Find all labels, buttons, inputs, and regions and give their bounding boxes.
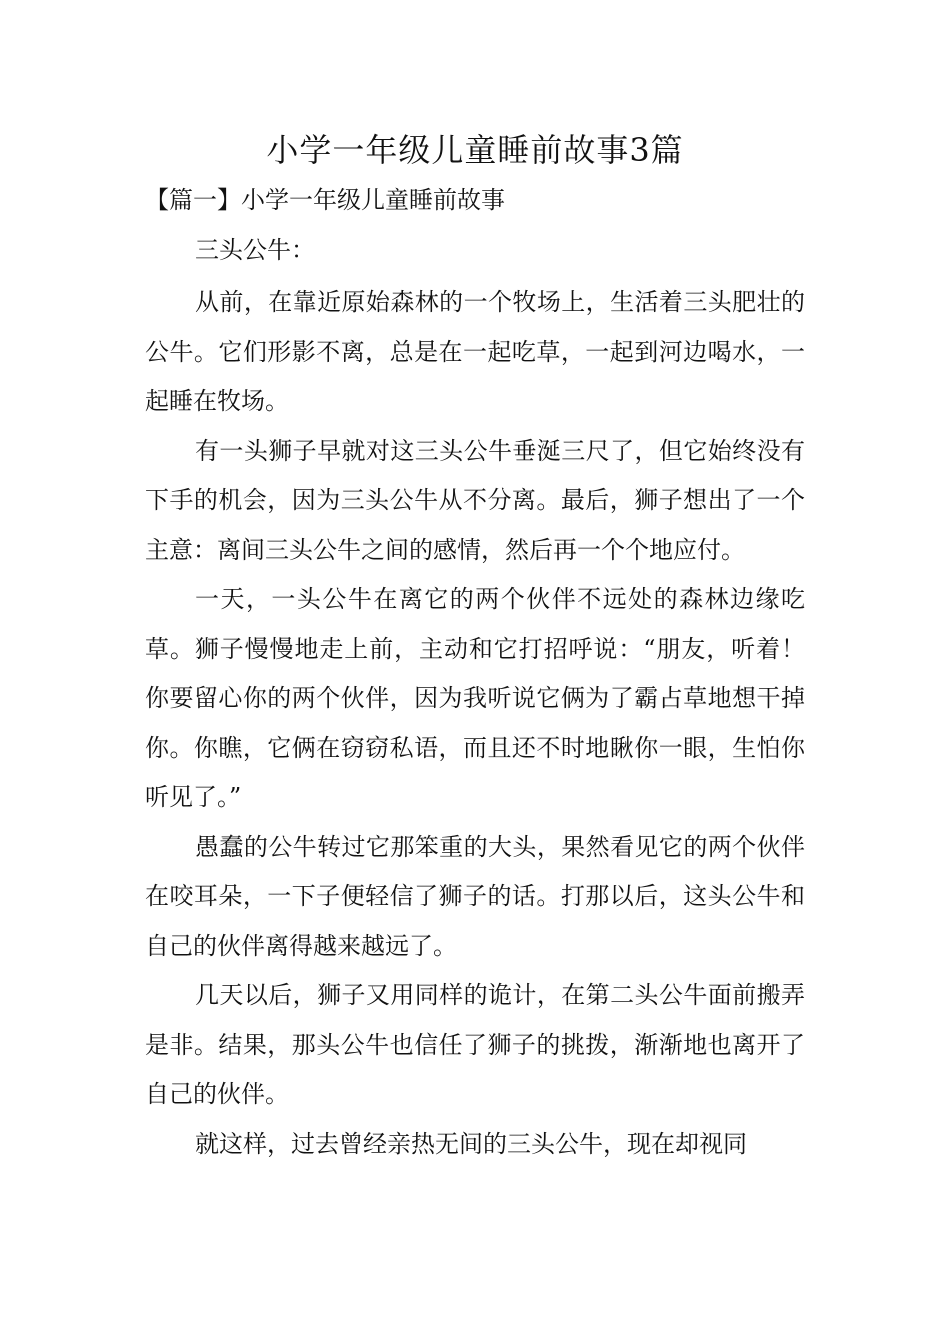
story-body	[145, 278, 805, 1169]
paragraph: 从前，在靠近原始森林的一个牧场上，生活着三头肥壮的公牛。它们形影不离，总是在一起吃草，一起到河边喝水，一起睡在牧场。	[145, 288, 805, 415]
story-title: 三头公牛：	[195, 236, 315, 264]
paragraph: 就这样，过去曾经亲热无间的三头公牛，现在却视同	[195, 1129, 747, 1158]
paragraph: 几天以后，狮子又用同样的诡计，在第二头公牛面前搬弄是非。结果，那头公牛也信任了狮子的挑拨，渐渐地也离开了自己的伙伴。	[145, 981, 805, 1108]
paragraph: 有一头狮子早就对这三头公牛垂涎三尺了，但它始终没有下手的机会，因为三头公牛从不分离。最后，狮子想出了一个主意：离间三头公牛之间的感情，然后再一个个地应付。	[145, 436, 805, 564]
paragraph: 愚蠢的公牛转过它那笨重的大头，果然看见它的两个伙伴在咬耳朵，一下子便轻信了狮子的话。打那以后，这头公牛和自己的伙伴离得越来越远了。	[145, 832, 805, 960]
paragraph: 一天，一头公牛在离它的两个伙伴不远处的森林边缘吃草。狮子慢慢地走上前，主动和它打招呼说：“朋友，听着！你要留心你的两个伙伴，因为我听说它俩为了霸占草地想干掉你。你瞧，它俩在窃窃私语，而且还不时地瞅你一眼，生怕你听见了。”	[145, 585, 805, 811]
section-heading: 【篇一】小学一年级儿童睡前故事	[145, 186, 505, 214]
document-title: 小学一年级儿童睡前故事3篇	[266, 131, 684, 169]
